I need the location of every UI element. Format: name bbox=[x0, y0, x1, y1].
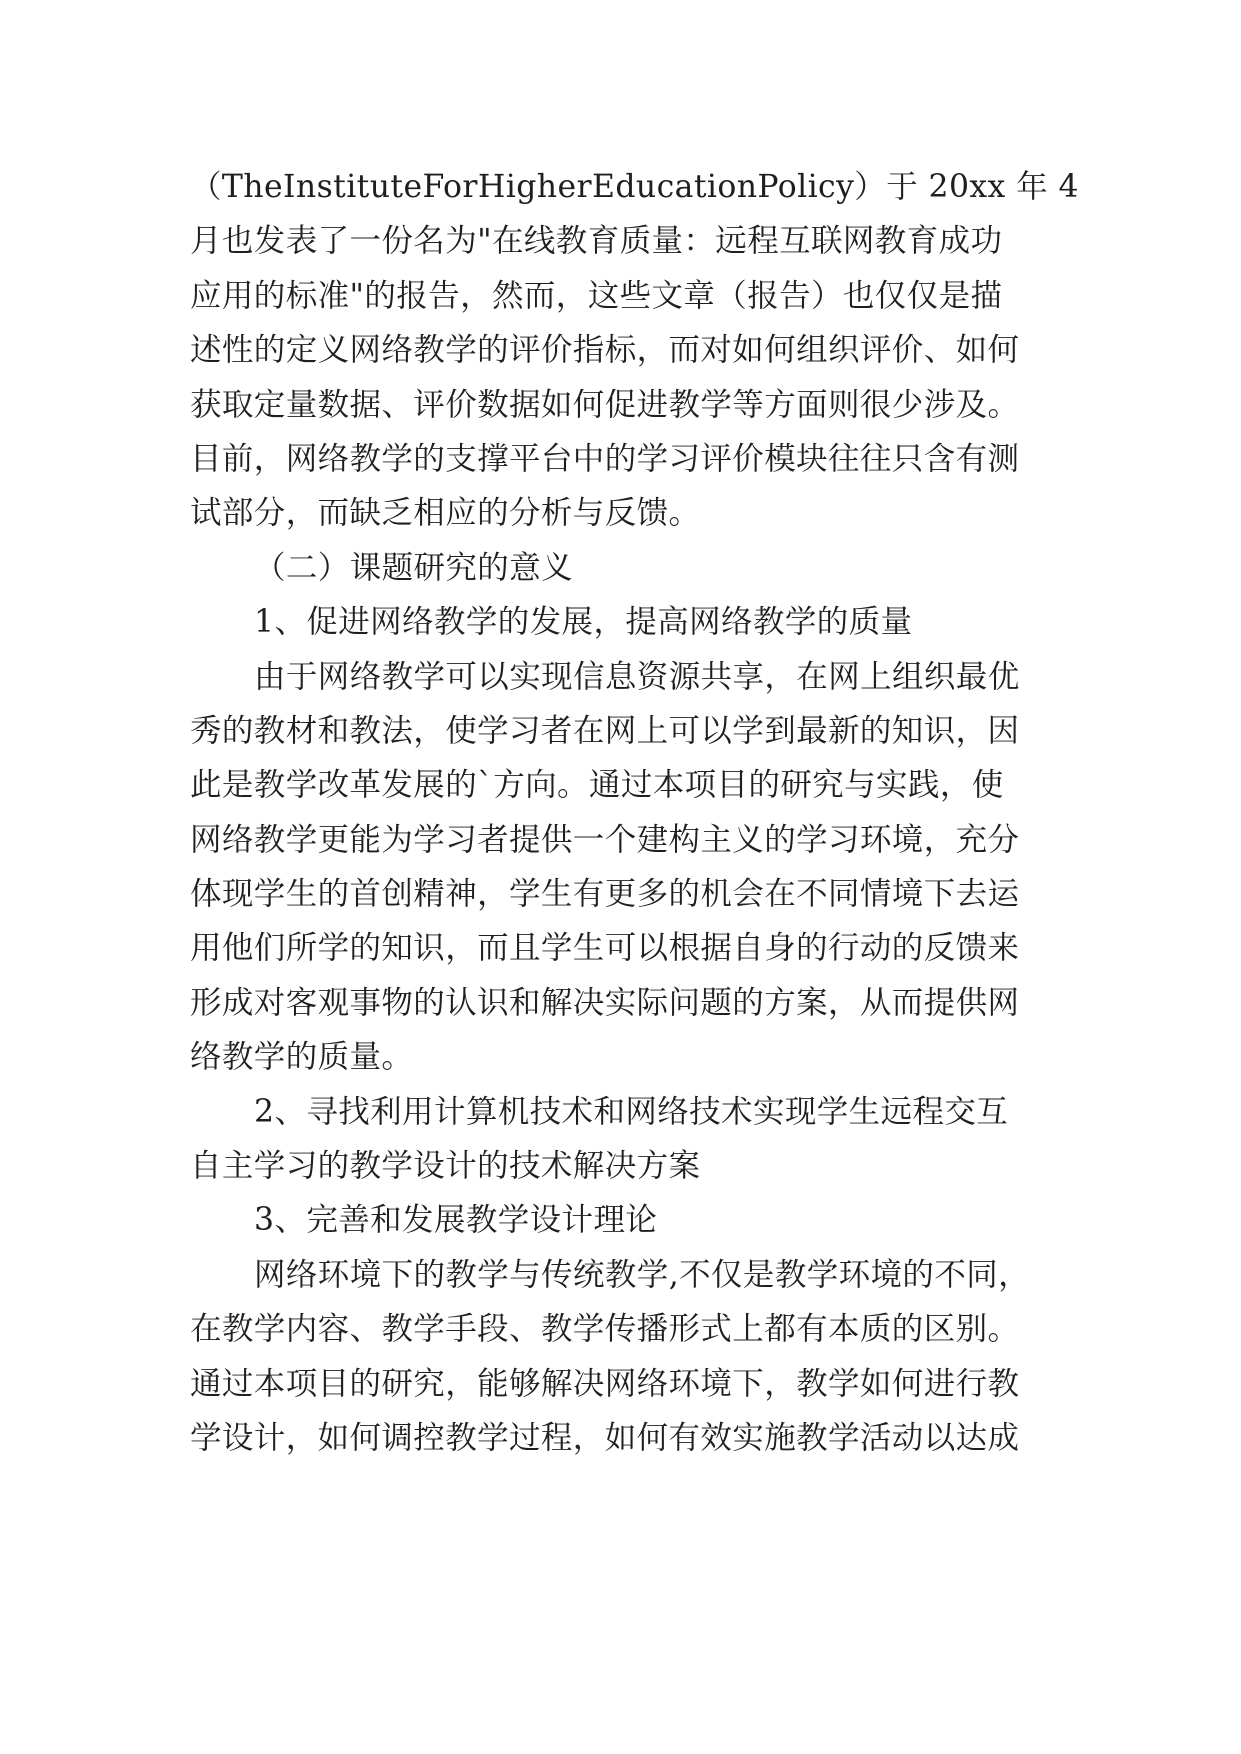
paragraph-first-line: 网络环境下的教学与传统教学,不仅是教学环境的不同， bbox=[254, 1256, 1031, 1293]
text-line: 网络教学更能为学习者提供一个建构主义的学习环境，充分 bbox=[190, 821, 1020, 858]
text-line: 络教学的质量。 bbox=[190, 1039, 414, 1076]
text-line: 形成对客观事物的认识和解决实际问题的方案，从而提供网 bbox=[190, 984, 1020, 1021]
text-line: 应用的标准"的报告，然而，这些文章（报告）也仅仅是描 bbox=[190, 277, 1003, 314]
text-line: 目前，网络教学的支撑平台中的学习评价模块往往只含有测 bbox=[190, 440, 1020, 477]
subsection-heading: 3、完善和发展教学设计理论 bbox=[254, 1202, 658, 1239]
text-line: 秀的教材和教法，使学习者在网上可以学到最新的知识，因 bbox=[190, 712, 1020, 749]
text-line: 通过本项目的研究，能够解决网络环境下，教学如何进行教 bbox=[190, 1365, 1020, 1402]
text-line: 获取定量数据、评价数据如何促进教学等方面则很少涉及。 bbox=[190, 386, 1020, 423]
subsection-heading: 2、寻找利用计算机技术和网络技术实现学生远程交互 bbox=[254, 1093, 1009, 1130]
text-line: 此是教学改革发展的`方向。通过本项目的研究与实践，使 bbox=[190, 767, 1004, 804]
paragraph-first-line: 由于网络教学可以实现信息资源共享，在网上组织最优 bbox=[254, 658, 1020, 695]
text-line: （TheInstituteForHigherEducationPolicy）于 20xx 年 4 bbox=[190, 169, 1079, 205]
text-line: 试部分，而缺乏相应的分析与反馈。 bbox=[190, 495, 701, 532]
text-line: 在教学内容、教学手段、教学传播形式上都有本质的区别。 bbox=[190, 1311, 1020, 1348]
subsection-heading: 1、促进网络教学的发展，提高网络教学的质量 bbox=[254, 604, 913, 641]
text-line: 体现学生的首创精神，学生有更多的机会在不同情境下去运 bbox=[190, 876, 1020, 913]
section-heading: （二）课题研究的意义 bbox=[254, 549, 574, 586]
text-line: 月也发表了一份名为"在线教育质量：远程互联网教育成功 bbox=[190, 223, 1003, 260]
text-line: 学设计，如何调控教学过程，如何有效实施教学活动以达成 bbox=[190, 1419, 1020, 1456]
text-line: 用他们所学的知识，而且学生可以根据自身的行动的反馈来 bbox=[190, 930, 1020, 967]
text-line: 自主学习的教学设计的技术解决方案 bbox=[190, 1148, 701, 1185]
text-line: 述性的定义网络教学的评价指标，而对如何组织评价、如何 bbox=[190, 332, 1020, 369]
body-text bbox=[190, 160, 1079, 1465]
